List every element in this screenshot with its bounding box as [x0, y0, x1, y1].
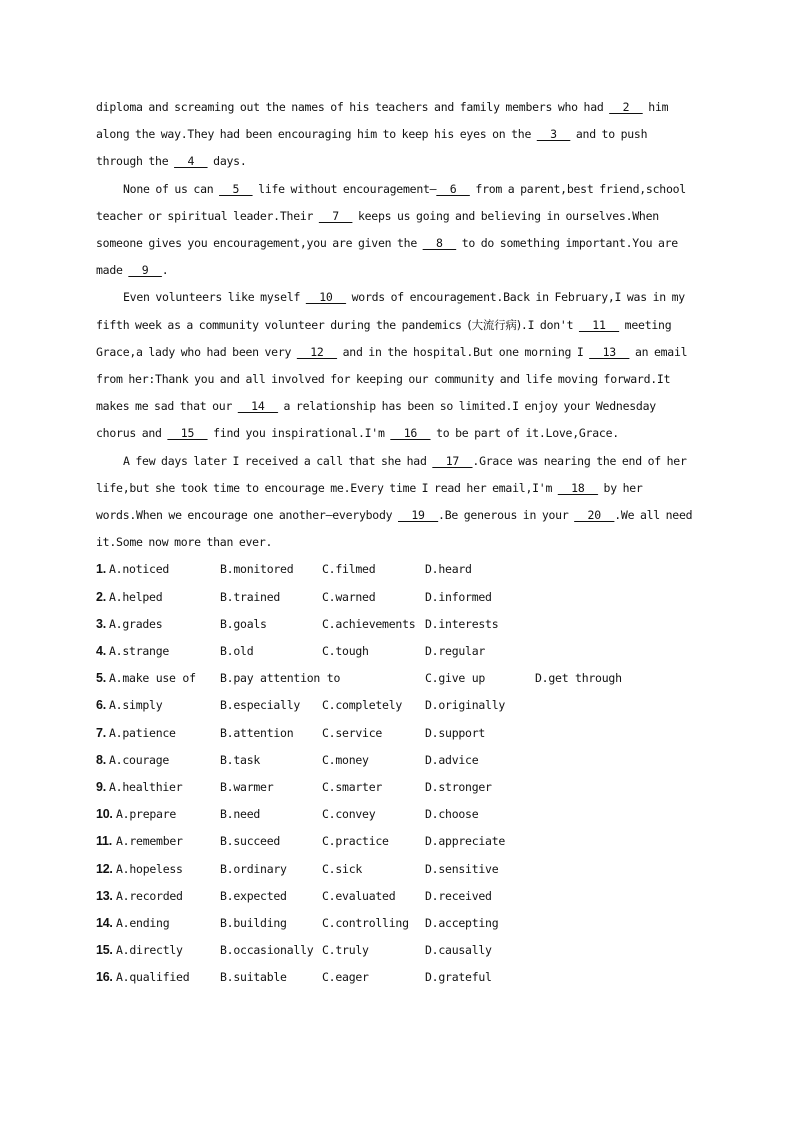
question-number: 13. — [96, 888, 113, 903]
passage-text: Even volunteers like myself — [123, 290, 306, 305]
question-row — [96, 611, 696, 638]
option-b: B.monitored — [220, 562, 294, 577]
question-row — [96, 856, 696, 883]
option-d: D.appreciate — [425, 834, 506, 849]
passage-text: find you inspirational.I'm — [207, 426, 391, 441]
question-row — [96, 665, 696, 692]
option-c: C.warned — [322, 589, 376, 604]
blank-number: __8__ — [422, 236, 457, 251]
question-row — [96, 801, 696, 828]
option-c: C.give up — [425, 671, 486, 686]
option-c: C.service — [322, 725, 383, 740]
option-b: B.old — [220, 644, 254, 659]
question-number: 10. — [96, 807, 113, 822]
option-b: B.especially — [220, 698, 301, 713]
question-number: 2. — [96, 589, 106, 604]
blank-number: __5__ — [219, 181, 253, 196]
option-a: A.recorded — [116, 888, 183, 903]
option-a: A.grades — [109, 616, 163, 631]
option-d: D.causally — [425, 943, 492, 958]
option-a: A.hopeless — [116, 861, 183, 876]
question-number: 15. — [96, 943, 113, 958]
passage-text: a relationship has been so limited.I enjoy your Wednesday chorus and — [96, 399, 656, 441]
blank-number: __16__ — [390, 426, 431, 441]
option-c: C.filmed — [322, 562, 376, 577]
option-c: C.money — [322, 752, 369, 767]
passage-text: .I don't — [520, 317, 579, 332]
blank-number: __19__ — [398, 508, 439, 523]
option-a: A.healthier — [109, 779, 183, 794]
passage-paragraph-2 — [96, 176, 696, 285]
option-c: C.truly — [322, 943, 369, 958]
passage-text: life without encouragement— — [252, 181, 437, 196]
option-c: C.practice — [322, 834, 389, 849]
option-d: D.regular — [425, 644, 486, 659]
passage-text: by her words.When we encourage one another—everybody — [96, 480, 643, 523]
option-c: C.achievements — [322, 616, 416, 631]
option-d: D.received — [425, 888, 492, 903]
option-a: A.remember — [116, 834, 183, 849]
blank-number: __3__ — [536, 127, 571, 142]
blank-number: __14__ — [237, 399, 278, 414]
option-c: C.convey — [322, 807, 376, 822]
blank-number: __17__ — [432, 453, 473, 468]
question-number: 16. — [96, 970, 113, 985]
option-a: A.directly — [116, 943, 183, 958]
question-number: 7. — [96, 725, 106, 740]
option-b: B.succeed — [220, 834, 281, 849]
blank-number: __7__ — [318, 208, 353, 223]
passage-text: keeps us going and believing in ourselves.When someone gives you encouragement,you are given the — [96, 208, 659, 251]
passage-text: and to push through the — [96, 127, 648, 169]
blank-number: __4__ — [174, 154, 208, 169]
option-b: B.expected — [220, 888, 287, 903]
option-d: D.advice — [425, 752, 479, 767]
blank-number: __2__ — [609, 100, 643, 114]
question-number: 1. — [96, 562, 106, 577]
question-row — [96, 964, 696, 991]
passage-text: .We all need it.Some now more than ever. — [96, 508, 693, 550]
passage-text: him along the way.They had been encouraging him to keep his eyes on the — [96, 100, 669, 142]
document-page — [96, 94, 696, 991]
option-b: B.suitable — [220, 970, 287, 985]
option-a: A.patience — [109, 725, 176, 740]
blank-number: __12__ — [296, 344, 337, 359]
option-c: C.sick — [322, 861, 363, 876]
blank-number: __13__ — [589, 344, 630, 359]
passage-text: meeting Grace,a lady who had been very — [96, 317, 672, 359]
option-d: D.interests — [425, 616, 499, 631]
chinese-gloss: (大流行病) — [467, 317, 521, 332]
passage-text: from a parent,best friend,school teacher or spiritual leader.Their — [96, 181, 686, 223]
option-c: C.tough — [322, 644, 369, 659]
question-row — [96, 556, 696, 583]
option-a: A.simply — [109, 698, 163, 713]
blank-number: __9__ — [128, 263, 162, 278]
question-number: 5. — [96, 671, 106, 686]
question-options-list — [96, 556, 696, 991]
blank-number: __15__ — [167, 426, 208, 441]
option-a: A.helped — [109, 589, 163, 604]
question-number: 14. — [96, 915, 113, 930]
question-row — [96, 720, 696, 747]
option-b: B.warmer — [220, 779, 274, 794]
question-row — [96, 584, 696, 611]
question-number: 3. — [96, 616, 106, 631]
question-number: 9. — [96, 779, 106, 794]
question-row — [96, 638, 696, 665]
option-c: C.eager — [322, 970, 369, 985]
passage-paragraph-1 — [96, 94, 696, 176]
option-d: D.sensitive — [425, 861, 499, 876]
option-d: D.grateful — [425, 970, 492, 985]
option-d: D.accepting — [425, 915, 499, 930]
passage-text: .Be generous in your — [438, 508, 575, 523]
blank-number: __10__ — [305, 290, 346, 305]
option-b: B.occasionally — [220, 943, 314, 958]
question-number: 4. — [96, 644, 106, 659]
passage-text: None of us can — [123, 181, 220, 196]
passage-text: words of encouragement.Back in February,I was in my fifth week as a community volunteer during the pandemics — [96, 290, 685, 332]
passage-text: to do something important.You are made — [96, 236, 678, 278]
blank-number: __18__ — [557, 480, 598, 495]
option-a: A.strange — [109, 644, 170, 659]
blank-number: __20__ — [574, 508, 615, 523]
option-d: D.informed — [425, 589, 492, 604]
passage-text: diploma and screaming out the names of his teachers and family members who had — [96, 100, 610, 114]
option-a: A.prepare — [116, 807, 177, 822]
question-row — [96, 883, 696, 910]
question-number: 11. — [96, 834, 112, 849]
passage-text: .Grace was nearing the end of her life,but she took time to encourage me.Every time I read her email,I'm — [96, 453, 687, 495]
passage-text: to be part of it.Love,Grace. — [430, 426, 619, 441]
option-c: C.evaluated — [322, 888, 396, 903]
question-number: 6. — [96, 698, 106, 713]
passage-paragraph-4 — [96, 448, 696, 557]
option-c: C.smarter — [322, 779, 383, 794]
option-c: C.controlling — [322, 915, 409, 930]
question-number: 12. — [96, 861, 113, 876]
question-row — [96, 828, 696, 855]
question-row — [96, 747, 696, 774]
passage-text: . — [161, 263, 169, 278]
option-a: A.qualified — [116, 970, 190, 985]
passage-text: days. — [207, 154, 247, 169]
option-d: D.choose — [425, 807, 479, 822]
passage-text: an email from her:Thank you and all involved for keeping our community and life moving forward.It makes me sad that our — [96, 344, 688, 414]
passage-text: A few days later I received a call that she had — [123, 453, 433, 468]
option-b: B.attention — [220, 725, 294, 740]
option-a: A.noticed — [109, 562, 170, 577]
blank-number: __11__ — [578, 317, 619, 332]
option-b: B.pay attention to — [220, 671, 341, 686]
option-b: B.ordinary — [220, 861, 287, 876]
option-d: D.get through — [535, 671, 622, 686]
option-a: A.courage — [109, 752, 170, 767]
passage-paragraph-3 — [96, 284, 696, 447]
option-d: D.stronger — [425, 779, 492, 794]
option-b: B.building — [220, 915, 287, 930]
question-number: 8. — [96, 752, 106, 767]
option-d: D.heard — [425, 562, 472, 577]
option-b: B.task — [220, 752, 261, 767]
blank-number: __6__ — [436, 181, 470, 196]
option-b: B.trained — [220, 589, 281, 604]
option-a: A.make use of — [109, 671, 196, 686]
option-c: C.completely — [322, 698, 403, 713]
option-b: B.goals — [220, 616, 267, 631]
question-row — [96, 910, 696, 937]
option-d: D.originally — [425, 698, 506, 713]
option-b: B.need — [220, 807, 261, 822]
question-row — [96, 937, 696, 964]
passage-text: and in the hospital.But one morning I — [336, 344, 590, 359]
question-row — [96, 692, 696, 719]
question-row — [96, 774, 696, 801]
option-a: A.ending — [116, 915, 170, 930]
option-d: D.support — [425, 725, 486, 740]
